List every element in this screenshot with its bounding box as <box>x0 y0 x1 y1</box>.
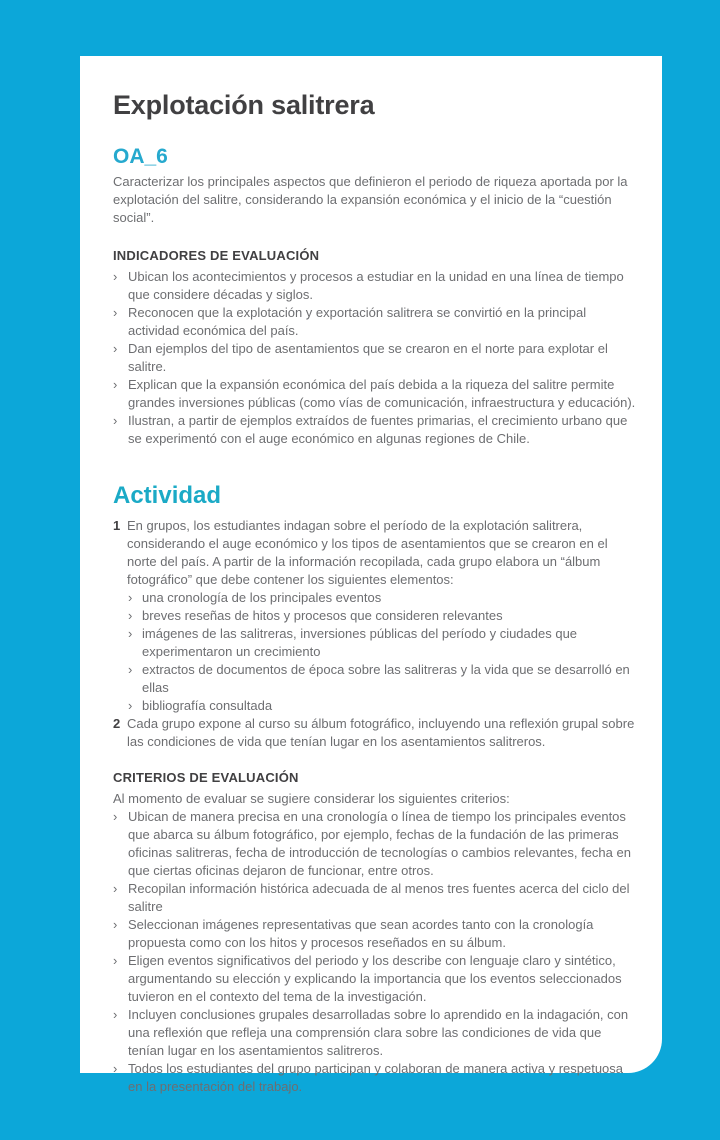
step-text: Cada grupo expone al curso su álbum fotográfico, incluyendo una reflexión grupal sobre las condiciones de vida que tenían lugar en los asentamientos salitreros. <box>127 716 635 749</box>
criterio-item <box>113 1006 638 1060</box>
indicadores-heading: INDICADORES DE EVALUACIÓN <box>113 248 320 263</box>
criterio-text: Eligen eventos significativos del periodo y los describe con lenguaje claro y sintético, argumentando su elección y explicando la importancia que los eventos seleccionados tuvieron en el contexto del tema de la investigación. <box>128 953 622 1004</box>
bullet-marker: › <box>113 413 118 428</box>
bullet-marker: › <box>128 590 133 605</box>
step-sub-list <box>127 589 638 715</box>
bullet-marker: › <box>128 608 133 623</box>
oa-heading: OA_6 <box>113 145 168 168</box>
page-title: Explotación salitrera <box>113 90 375 120</box>
step-sub-text: extractos de documentos de época sobre las salitreras y la vida que se desarrolló en ellas <box>142 662 630 695</box>
indicator-text: Dan ejemplos del tipo de asentamientos que se crearon en el norte para explotar el salitre. <box>128 341 608 374</box>
oa-description: Caracterizar los principales aspectos que definieron el periodo de riqueza aportada por la explotación del salitre, considerando la expansión económica y el inicio de la “cuestión social”. <box>113 174 628 225</box>
criterios-list <box>113 808 638 1096</box>
indicadores-list <box>113 268 638 448</box>
step-text: En grupos, los estudiantes indagan sobre el período de la explotación salitrera, considerando el auge económico y los tipos de asentamientos que se crearon en el norte del país. A partir de la información recopilada, cada grupo elabora un “álbum fotográfico” que debe contener los siguientes elementos: <box>127 518 608 587</box>
step-body <box>127 715 638 751</box>
criterios-heading: CRITERIOS DE EVALUACIÓN <box>113 770 299 785</box>
oa-section <box>113 145 638 227</box>
step-sub-item <box>128 625 638 661</box>
bullet-marker: › <box>113 953 118 968</box>
step-number: 1 <box>113 518 121 533</box>
indicator-text: Ubican los acontecimientos y procesos a estudiar en la unidad en una línea de tiempo que considere décadas y siglos. <box>128 269 624 302</box>
activity-step <box>113 715 638 751</box>
indicator-item <box>113 340 638 376</box>
criterio-item <box>113 880 638 916</box>
bullet-marker: › <box>113 917 118 932</box>
criterio-item <box>113 952 638 1006</box>
bullet-marker: › <box>128 698 133 713</box>
bullet-marker: › <box>113 809 118 824</box>
step-sub-text: breves reseñas de hitos y procesos que consideren relevantes <box>142 608 503 623</box>
step-sub-text: imágenes de las salitreras, inversiones públicas del período y ciudades que experimentaron un crecimiento <box>142 626 578 659</box>
bullet-marker: › <box>113 305 118 320</box>
bullet-marker: › <box>113 881 118 896</box>
actividad-steps <box>113 517 638 751</box>
step-sub-item <box>128 697 638 715</box>
criterio-text: Seleccionan imágenes representativas que sean acordes tanto con la cronología propuesta como con los hitos y procesos reseñados en su álbum. <box>128 917 594 950</box>
actividad-heading: Actividad <box>113 482 222 509</box>
criterio-text: Recopilan información histórica adecuada de al menos tres fuentes acerca del ciclo del salitre <box>128 881 630 914</box>
indicator-item <box>113 304 638 340</box>
indicator-item <box>113 376 638 412</box>
criterio-text: Incluyen conclusiones grupales desarrolladas sobre lo aprendido en la indagación, con una reflexión que refleja una comprensión clara sobre las condiciones de vida que tenían lugar en los asentamientos salitreros. <box>128 1007 629 1058</box>
bullet-marker: › <box>113 1061 118 1076</box>
bullet-marker: › <box>113 1007 118 1022</box>
criterio-text: Todos los estudiantes del grupo participan y colaboran de manera activa y respetuosa en la presentación del trabajo. <box>128 1061 624 1094</box>
bullet-marker: › <box>113 269 118 284</box>
indicator-item <box>113 268 638 304</box>
step-sub-item <box>128 661 638 697</box>
actividad-section <box>113 482 638 751</box>
criterio-item <box>113 916 638 952</box>
step-body <box>127 517 638 715</box>
indicator-text: Reconocen que la explotación y exportación salitrera se convirtió en la principal actividad económica del país. <box>128 305 587 338</box>
step-sub-item <box>128 589 638 607</box>
indicadores-section <box>113 248 638 448</box>
activity-step <box>113 517 638 715</box>
bullet-marker: › <box>113 341 118 356</box>
step-number: 2 <box>113 716 121 731</box>
criterio-item <box>113 808 638 880</box>
indicator-text: Explican que la expansión económica del país debida a la riqueza del salitre permite grandes inversiones públicas (como vías de comunicación, infraestructura y educación). <box>128 377 636 410</box>
indicator-text: Ilustran, a partir de ejemplos extraídos de fuentes primarias, el crecimiento urbano que se experimentó con el auge económico en algunas regiones de Chile. <box>128 413 628 446</box>
step-sub-text: una cronología de los principales eventos <box>142 590 382 605</box>
step-sub-item <box>128 607 638 625</box>
criterio-text: Ubican de manera precisa en una cronología o línea de tiempo los principales eventos que abarca su álbum fotográfico, por ejemplo, fechas de la fundación de las primeras oficinas salitreras, fecha de introducción de tecnologías o cambios relevantes, fecha en que ciertas oficinas dejaron de funcionar, entre otros. <box>128 809 631 878</box>
criterio-item <box>113 1060 638 1096</box>
criterios-section <box>113 770 638 1096</box>
bullet-marker: › <box>128 626 133 641</box>
criterios-intro: Al momento de evaluar se sugiere considerar los siguientes criterios: <box>113 791 510 806</box>
content-card <box>80 56 662 1094</box>
indicator-item <box>113 412 638 448</box>
bullet-marker: › <box>128 662 133 677</box>
step-sub-text: bibliografía consultada <box>142 698 273 713</box>
bullet-marker: › <box>113 377 118 392</box>
